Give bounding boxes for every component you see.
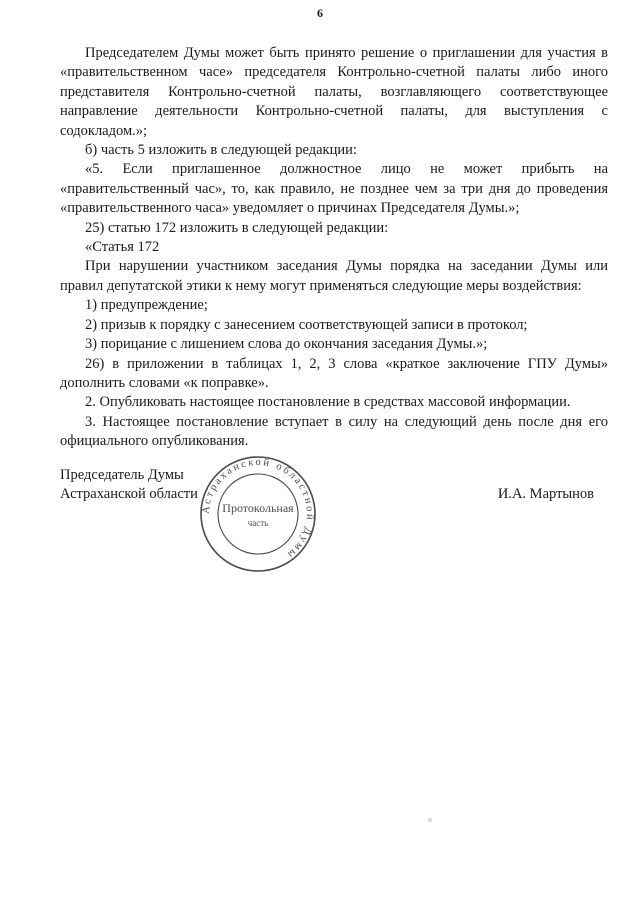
- signatory-title-line2: Астраханской области: [60, 486, 198, 503]
- paragraph-item25: 25) статью 172 изложить в следующей редакции:: [85, 219, 389, 236]
- paragraph-effective: 3. Настоящее постановление вступает в силу на следующий день после дня его официального опубликования.: [60, 413, 608, 450]
- document-body: [60, 44, 608, 452]
- paragraph-measure-2: 2) призыв к порядку с занесением соответствующей записи в протокол;: [85, 316, 528, 333]
- official-stamp: [198, 454, 318, 574]
- signature-block: [60, 456, 608, 576]
- paragraph-measure-1: 1) предупреждение;: [85, 297, 208, 314]
- paragraph-publish: 2. Опубликовать настоящее постановление в средствах массовой информации.: [85, 394, 571, 411]
- signatory-title: [60, 466, 198, 505]
- paragraph-invitation: Председателем Думы может быть принято решение о приглашении для участия в «правительственном часе» председателя Контрольно-счетной палаты либо иного представителя Контрольно-счетной палаты, возглавляющего соответствующее направление деятельности Контрольно-счетной палаты, для выступления с содокладом.»;: [60, 45, 608, 139]
- paragraph-article-title: «Статья 172: [85, 239, 160, 256]
- scan-speck: [428, 818, 432, 822]
- paragraph-measure-3: 3) порицание с лишением слова до окончания заседания Думы.»;: [85, 336, 488, 353]
- paragraph-part5-heading: б) часть 5 изложить в следующей редакции:: [85, 142, 357, 159]
- paragraph-violation: При нарушении участником заседания Думы порядка на заседании Думы или правил депутатской этики к нему могут применяться следующие меры воздействия:: [60, 258, 608, 294]
- stamp-ring-text: Астраханской областной Думы: [200, 456, 316, 562]
- stamp-center-line1: Протокольная: [222, 501, 294, 515]
- paragraph-item26: 26) в приложении в таблицах 1, 2, 3 слова «краткое заключение ГПУ Думы» дополнить словами «к поправке».: [60, 355, 608, 391]
- page-number: 6: [317, 6, 323, 20]
- paragraph-part5-text: «5. Если приглашенное должностное лицо не может прибыть на «правительственный час», то, как правило, не позднее чем за три дня до проведения «правительственного часа» уведомляет о причинах Председателя Думы.»;: [60, 161, 608, 217]
- stamp-center-line2: часть: [247, 518, 269, 528]
- signatory-title-line1: Председатель Думы: [60, 467, 184, 483]
- signatory-name: И.А. Мартынов: [497, 486, 594, 502]
